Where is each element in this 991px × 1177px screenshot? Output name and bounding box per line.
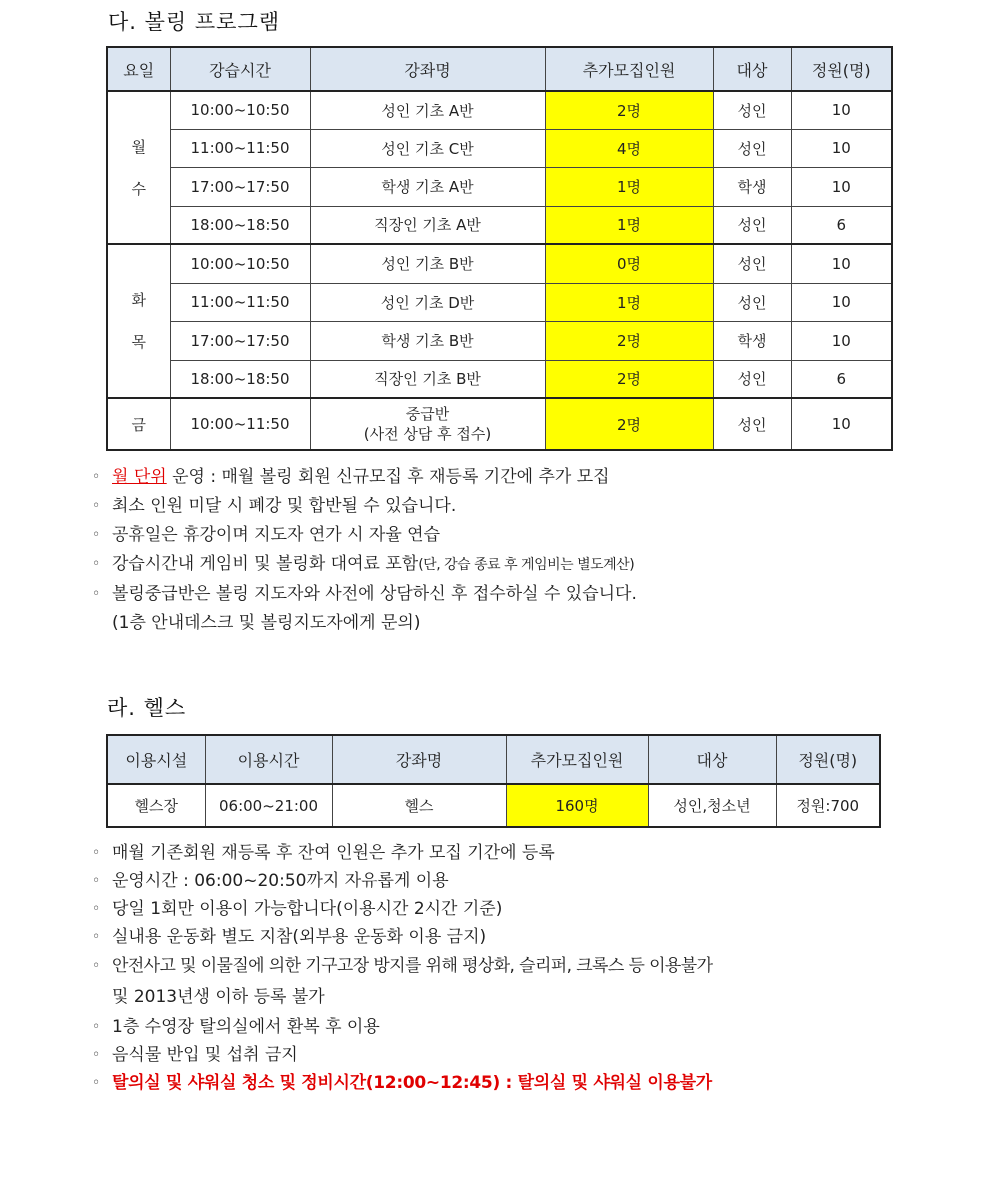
course-cell bbox=[310, 398, 545, 450]
target-cell: 성인 bbox=[713, 398, 791, 450]
note-highlight: 월 단위 bbox=[112, 467, 167, 487]
note-item bbox=[92, 1013, 712, 1041]
capacity-cell: 10 bbox=[791, 321, 892, 360]
table-header-row bbox=[107, 735, 880, 784]
note-item bbox=[92, 580, 637, 609]
note-continuation bbox=[92, 981, 712, 1013]
header-course: 강좌명 bbox=[332, 735, 506, 784]
table-row bbox=[107, 398, 892, 450]
note-item bbox=[92, 839, 712, 867]
time-cell: 10:00~11:50 bbox=[170, 398, 310, 450]
day-label: 수 bbox=[131, 179, 146, 198]
note-text: 안전사고 및 이물질에 의한 기구고장 방지를 위해 평상화, 슬리퍼, 크록스 등 이용불가 bbox=[112, 956, 713, 976]
header-course: 강좌명 bbox=[310, 47, 545, 91]
note-item bbox=[92, 923, 712, 951]
note-text: 최소 인원 미달 시 폐강 및 합반될 수 있습니다. bbox=[112, 496, 457, 516]
day-label: 목 bbox=[131, 333, 146, 351]
table-row bbox=[107, 321, 892, 360]
extra-cell: 2명 bbox=[545, 398, 713, 450]
bowling-section-title: 다. 볼링 프로그램 bbox=[108, 10, 281, 34]
facility-cell: 헬스장 bbox=[107, 784, 205, 827]
table-row bbox=[107, 129, 892, 167]
target-cell: 성인 bbox=[713, 244, 791, 283]
note-text: 당일 1회만 이용이 가능합니다(이용시간 2시간 기준) bbox=[112, 899, 503, 919]
table-row bbox=[107, 283, 892, 321]
bowling-schedule-table bbox=[106, 46, 893, 451]
header-target: 대상 bbox=[713, 47, 791, 91]
bullet-icon: ◦ bbox=[92, 845, 101, 861]
course-cell: 성인 기초 C반 bbox=[310, 129, 545, 167]
capacity-cell: 10 bbox=[791, 129, 892, 167]
note-item bbox=[92, 550, 637, 580]
bullet-icon: ◦ bbox=[92, 498, 101, 514]
bullet-icon: ◦ bbox=[92, 469, 101, 485]
capacity-cell: 10 bbox=[791, 91, 892, 129]
table-row bbox=[107, 784, 880, 827]
course-cell: 성인 기초 A반 bbox=[310, 91, 545, 129]
course-cell: 헬스 bbox=[332, 784, 506, 827]
course-cell: 성인 기초 D반 bbox=[310, 283, 545, 321]
extra-cell: 1명 bbox=[545, 206, 713, 244]
target-cell: 성인 bbox=[713, 129, 791, 167]
note-item bbox=[92, 521, 637, 550]
time-cell: 17:00~17:50 bbox=[170, 321, 310, 360]
course-cell: 직장인 기초 A반 bbox=[310, 206, 545, 244]
health-section-title: 라. 헬스 bbox=[107, 696, 187, 720]
day-cell-mon-wed bbox=[107, 91, 170, 244]
header-day: 요일 bbox=[107, 47, 170, 91]
health-notes bbox=[92, 839, 712, 1097]
time-cell: 06:00~21:00 bbox=[205, 784, 332, 827]
time-cell: 10:00~10:50 bbox=[170, 91, 310, 129]
bullet-icon: ◦ bbox=[92, 1019, 101, 1035]
target-cell: 성인 bbox=[713, 360, 791, 398]
header-extra: 추가모집인원 bbox=[506, 735, 648, 784]
bullet-icon: ◦ bbox=[92, 586, 101, 602]
target-cell: 학생 bbox=[713, 167, 791, 206]
capacity-cell: 10 bbox=[791, 398, 892, 450]
extra-cell: 1명 bbox=[545, 167, 713, 206]
target-cell: 성인 bbox=[713, 91, 791, 129]
note-text: 공휴일은 휴강이며 지도자 연가 시 자율 연습 bbox=[112, 525, 441, 545]
note-text: 강습시간내 게임비 및 볼링화 대여료 포함 bbox=[112, 554, 419, 574]
header-target: 대상 bbox=[648, 735, 776, 784]
capacity-cell: 10 bbox=[791, 283, 892, 321]
bullet-icon: ◦ bbox=[92, 929, 101, 945]
note-warning-text: 탈의실 및 샤워실 청소 및 정비시간(12:00~12:45) : 탈의실 및 샤워실 이용불가 bbox=[112, 1073, 712, 1093]
table-row bbox=[107, 360, 892, 398]
header-capacity: 정원(명) bbox=[791, 47, 892, 91]
day-label: 월 bbox=[131, 137, 146, 156]
extra-cell: 2명 bbox=[545, 91, 713, 129]
bullet-icon: ◦ bbox=[92, 958, 101, 974]
day-cell-fri: 금 bbox=[107, 398, 170, 450]
note-text: 및 2013년생 이하 등록 불가 bbox=[112, 987, 325, 1007]
note-text: 실내용 운동화 별도 지참(외부용 운동화 이용 금지) bbox=[112, 927, 487, 947]
course-cell: 학생 기초 B반 bbox=[310, 321, 545, 360]
note-text: 볼링중급반은 볼링 지도자와 사전에 상담하신 후 접수하실 수 있습니다. bbox=[112, 584, 637, 604]
capacity-cell: 정원:700 bbox=[776, 784, 880, 827]
time-cell: 18:00~18:50 bbox=[170, 206, 310, 244]
note-item bbox=[92, 867, 712, 895]
note-text: 1층 수영장 탈의실에서 환복 후 이용 bbox=[112, 1017, 380, 1037]
table-row bbox=[107, 206, 892, 244]
note-item bbox=[92, 951, 712, 981]
extra-cell: 1명 bbox=[545, 283, 713, 321]
note-item bbox=[92, 895, 712, 923]
target-cell: 성인,청소년 bbox=[648, 784, 776, 827]
capacity-cell: 6 bbox=[791, 206, 892, 244]
day-label: 화 bbox=[131, 291, 146, 309]
header-facility: 이용시설 bbox=[107, 735, 205, 784]
capacity-cell: 10 bbox=[791, 244, 892, 283]
bullet-icon: ◦ bbox=[92, 556, 101, 572]
bullet-icon: ◦ bbox=[92, 873, 101, 889]
time-cell: 17:00~17:50 bbox=[170, 167, 310, 206]
note-text: 운영 : 매월 볼링 회원 신규모집 후 재등록 기간에 추가 모집 bbox=[166, 467, 610, 487]
table-row bbox=[107, 244, 892, 283]
header-extra: 추가모집인원 bbox=[545, 47, 713, 91]
note-item bbox=[92, 1069, 712, 1097]
time-cell: 11:00~11:50 bbox=[170, 129, 310, 167]
bullet-icon: ◦ bbox=[92, 1047, 101, 1063]
note-text: 운영시간 : 06:00~20:50까지 자유롭게 이용 bbox=[112, 871, 449, 891]
header-time: 강습시간 bbox=[170, 47, 310, 91]
extra-cell: 4명 bbox=[545, 129, 713, 167]
health-table bbox=[106, 734, 881, 828]
bullet-icon: ◦ bbox=[92, 1075, 101, 1091]
capacity-cell: 10 bbox=[791, 167, 892, 206]
time-cell: 18:00~18:50 bbox=[170, 360, 310, 398]
note-text: 매월 기존회원 재등록 후 잔여 인원은 추가 모집 기간에 등록 bbox=[112, 843, 555, 863]
table-header-row bbox=[107, 47, 892, 91]
note-text: (1층 안내데스크 및 볼링지도자에게 문의) bbox=[112, 613, 421, 633]
extra-cell: 0명 bbox=[545, 244, 713, 283]
target-cell: 학생 bbox=[713, 321, 791, 360]
note-item bbox=[92, 463, 637, 492]
course-name-note: (사전 상담 후 접수) bbox=[363, 425, 492, 443]
header-time: 이용시간 bbox=[205, 735, 332, 784]
course-cell: 직장인 기초 B반 bbox=[310, 360, 545, 398]
course-cell: 학생 기초 A반 bbox=[310, 167, 545, 206]
extra-cell: 2명 bbox=[545, 321, 713, 360]
bowling-notes bbox=[92, 463, 637, 638]
note-small-text: (단, 강습 종료 후 게임비는 별도계산) bbox=[418, 557, 635, 573]
table-row bbox=[107, 167, 892, 206]
table-row bbox=[107, 91, 892, 129]
note-item bbox=[92, 492, 637, 521]
note-text: 음식물 반입 및 섭취 금지 bbox=[112, 1045, 298, 1065]
time-cell: 11:00~11:50 bbox=[170, 283, 310, 321]
note-continuation bbox=[92, 609, 637, 638]
target-cell: 성인 bbox=[713, 206, 791, 244]
extra-cell: 160명 bbox=[506, 784, 648, 827]
header-capacity: 정원(명) bbox=[776, 735, 880, 784]
course-name-line: 중급반 bbox=[405, 405, 450, 423]
capacity-cell: 6 bbox=[791, 360, 892, 398]
note-item bbox=[92, 1041, 712, 1069]
course-cell: 성인 기초 B반 bbox=[310, 244, 545, 283]
target-cell: 성인 bbox=[713, 283, 791, 321]
extra-cell: 2명 bbox=[545, 360, 713, 398]
bullet-icon: ◦ bbox=[92, 901, 101, 917]
time-cell: 10:00~10:50 bbox=[170, 244, 310, 283]
day-cell-tue-thu bbox=[107, 244, 170, 398]
bullet-icon: ◦ bbox=[92, 527, 101, 543]
